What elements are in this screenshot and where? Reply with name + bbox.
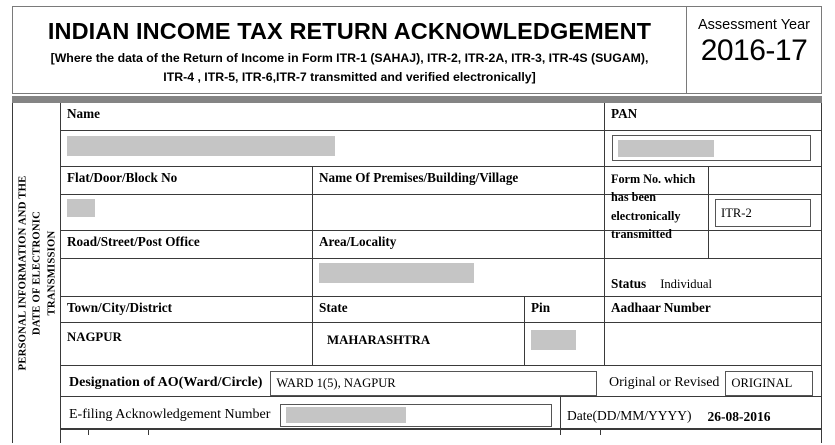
document-header (12, 6, 822, 94)
row-ao-original-revised (61, 365, 821, 396)
row-ack-date (61, 396, 821, 429)
cell-pan-value[interactable] (605, 131, 821, 166)
document-subtitle-line1: [Where the data of the Return of Income in Form ITR-1 (SAHAJ), ITR-2, ITR-2A, ITR-3, ITR-4S (SUGAM), (50, 50, 649, 65)
row-name-pan-values (61, 130, 821, 166)
row-town-state-pin-aadhaar-labels (61, 296, 821, 322)
original-revised-value: ORIGINAL (731, 375, 793, 390)
cell-ao (61, 366, 605, 396)
cell-town-value[interactable] (61, 323, 313, 365)
cell-form-no-value-top (709, 167, 821, 194)
cell-road-value[interactable] (61, 259, 313, 296)
cell-clipped-b (149, 430, 561, 435)
cell-form-no-label-tail (605, 231, 709, 258)
cell-town-label (61, 297, 313, 322)
section-vertical-label (13, 103, 61, 443)
name-value-redacted (67, 136, 335, 156)
cell-area-label (313, 231, 605, 258)
cell-flat-value[interactable] (61, 195, 313, 230)
cell-clipped-d (601, 430, 821, 435)
label-form-no-transmitted: Form No. which has been electronically transmitted (611, 172, 696, 241)
header-separator-bar (12, 96, 822, 103)
label-status: Status (611, 276, 647, 291)
personal-information-section (12, 103, 822, 443)
cell-area-value[interactable] (313, 259, 605, 296)
cell-state-label (313, 297, 525, 322)
cell-pan-label (605, 103, 821, 130)
label-pin: Pin (531, 300, 551, 315)
flat-value-redacted (67, 199, 95, 217)
cell-road-label (61, 231, 313, 258)
cell-form-no-label (605, 167, 709, 241)
cell-aadhaar-label (605, 297, 821, 322)
status-value: Individual (660, 277, 712, 291)
document-subtitle (30, 49, 670, 87)
cell-pin-label (525, 297, 605, 322)
label-flat-door-block: Flat/Door/Block No (67, 170, 178, 185)
state-value: MAHARASHTRA (327, 333, 431, 347)
assessment-year-value: 2016-17 (700, 34, 808, 68)
cell-form-no-value[interactable] (709, 195, 821, 230)
ao-value-box[interactable] (270, 371, 597, 396)
label-date: Date(DD/MM/YYYY) (567, 408, 692, 424)
cell-premises-label (313, 167, 605, 194)
cell-original-revised (605, 366, 821, 396)
row-name-pan-labels (61, 103, 821, 130)
cell-clipped-sno (61, 430, 89, 435)
assessment-year-label: Assessment Year (697, 17, 811, 33)
document-title: INDIAN INCOME TAX RETURN ACKNOWLEDGEMENT (47, 18, 652, 44)
cell-state-value[interactable] (313, 323, 525, 365)
area-value-redacted (319, 263, 474, 283)
original-revised-value-box[interactable] (725, 371, 813, 396)
pin-value-redacted (531, 330, 576, 350)
label-name: Name (67, 106, 100, 121)
cell-flat-label (61, 167, 313, 194)
section-vertical-label-line2: DATE OF ELECTRONIC (30, 210, 43, 336)
document-subtitle-line2: ITR-4 , ITR-5, ITR-6,ITR-7 transmitted and verified electronically] (163, 69, 536, 84)
ack-value-redacted (286, 407, 406, 423)
town-value: NAGPUR (67, 330, 122, 344)
cell-pin-value[interactable] (525, 323, 605, 365)
row-clipped-next (61, 429, 821, 435)
ao-value: WARD 1(5), NAGPUR (276, 375, 396, 390)
label-designation-ao: Designation of AO(Ward/Circle) (69, 375, 263, 391)
pan-value-box[interactable] (612, 135, 811, 161)
row-road-area-status (61, 258, 821, 296)
date-value: 26-08-2016 (707, 408, 771, 424)
section-vertical-label-line3: TRANSMISSION (44, 230, 57, 316)
label-aadhaar-number: Aadhaar Number (611, 300, 711, 315)
cell-clipped-a (89, 430, 149, 435)
section-vertical-label-text (15, 176, 58, 371)
cell-ack (61, 397, 561, 428)
label-efiling-ack-number: E-filing Acknowledgement Number (69, 407, 271, 423)
assessment-year-cell (687, 7, 821, 93)
label-road-street: Road/Street/Post Office (67, 234, 200, 249)
label-area-locality: Area/Locality (319, 234, 397, 249)
label-premises: Name Of Premises/Building/Village (319, 170, 519, 185)
label-town-city-district: Town/City/District (67, 300, 173, 315)
cell-aadhaar-value[interactable] (605, 323, 821, 365)
section-vertical-label-line1: PERSONAL INFORMATION AND THE (15, 175, 28, 371)
row-flat-premises-values (61, 194, 821, 230)
cell-form-no-label-cont (605, 195, 709, 230)
row-road-area-labels (61, 230, 821, 258)
ack-value-box[interactable] (280, 404, 552, 427)
cell-name-value[interactable] (61, 131, 605, 166)
form-no-value-box[interactable] (715, 199, 811, 227)
form-no-value: ITR-2 (721, 205, 752, 220)
cell-form-no-value-tail (709, 231, 821, 258)
cell-premises-value[interactable] (313, 195, 605, 230)
header-title-cell (13, 7, 687, 93)
cell-status (605, 259, 821, 296)
fields-grid (61, 103, 821, 443)
row-town-state-pin-aadhaar-values (61, 322, 821, 365)
cell-date (561, 397, 821, 428)
label-state: State (319, 300, 348, 315)
label-pan: PAN (611, 106, 638, 121)
cell-clipped-c (561, 430, 601, 435)
pan-value-redacted (618, 140, 714, 157)
label-original-or-revised: Original or Revised (609, 375, 720, 391)
cell-name-label (61, 103, 605, 130)
